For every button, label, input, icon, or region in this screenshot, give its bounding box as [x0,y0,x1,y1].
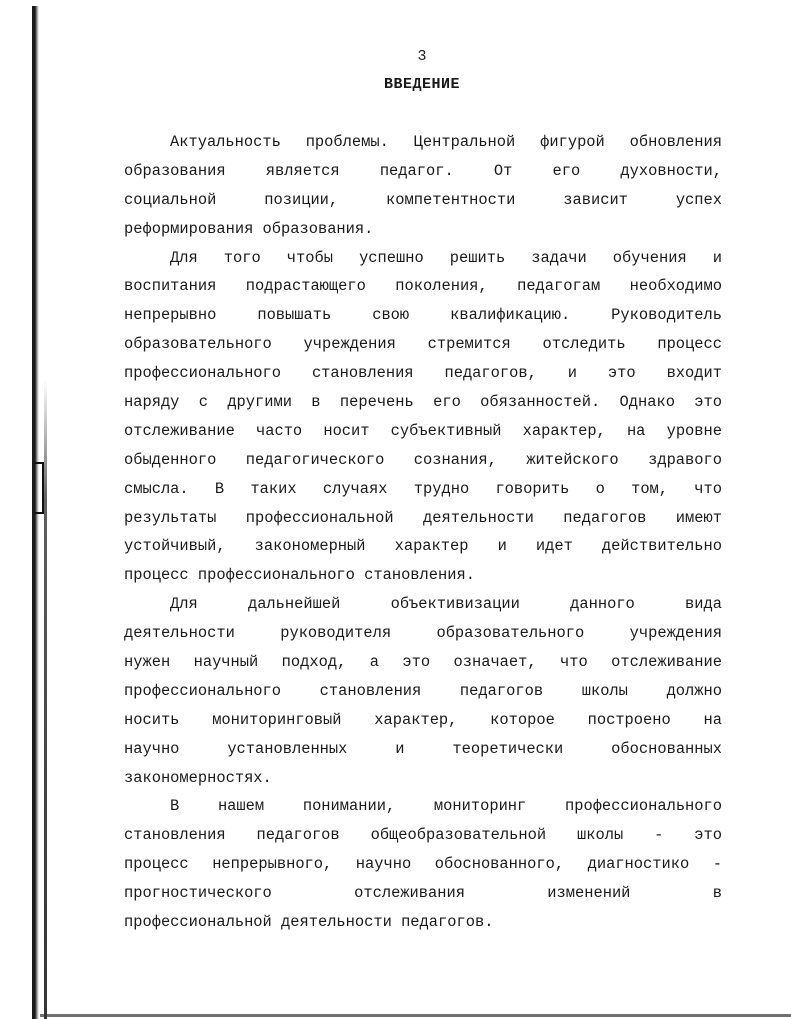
text-line: носить мониторинговый характер, которое построено на [124,710,722,729]
text-line: смысла. В таких случаях трудно говорить о том, что [124,479,722,498]
paragraph [124,590,722,792]
text-line: обыденного педагогического сознания, житейского здравого [124,450,722,469]
text-line: процесс непрерывного, научно обоснованного, диагностико - [124,855,722,874]
text-line: процесс профессионального становления. [124,566,475,585]
section-heading: ВВЕДЕНИЕ [383,76,460,93]
text-line: профессионального становления педагогов школы должно [124,681,722,700]
text-line: образовательного учреждения стремится отследить процесс [124,335,722,354]
body-text [124,128,722,937]
text-line: результаты профессиональной деятельности педагогов имеют [124,508,722,527]
text-line: непрерывно повышать свою квалификацию. Руководитель [124,306,722,325]
text-line: наряду с другими в перечень его обязанностей. Однако это [124,393,722,412]
text-line: нужен научный подход, а это означает, что отслеживание [124,653,722,672]
text-line: социальной позиции, компетентности зависит успех [124,190,722,209]
paragraph [124,244,722,591]
text-line: становления педагогов общеобразовательной школы - это [124,826,722,845]
text-line: реформирования образования. [124,219,374,238]
text-line: профессионального становления педагогов, и это входит [124,364,722,383]
scan-bottom-edge [40,1014,791,1017]
text-line: закономерностях. [124,768,272,787]
page-number: 3 [417,48,427,65]
text-line: Для того чтобы успешно решить задачи обучения и [170,248,722,267]
text-line: деятельности руководителя образовательного учреждения [124,624,722,643]
paragraph [124,792,722,936]
text-line: Для дальнейшей объективизации данного вида [170,595,722,614]
scan-bracket-mark [35,462,44,514]
text-line: Актуальность проблемы. Центральной фигурой обновления [170,133,722,151]
text-line: В нашем понимании, мониторинг профессионального [170,797,722,816]
text-line: прогностического отслеживания изменений в [124,884,722,903]
text-line: устойчивый, закономерный характер и идет действительно [124,537,722,556]
paragraph [124,128,722,244]
text-line: научно установленных и теоретически обоснованных [124,739,722,758]
scan-binding-shadow [44,380,47,1019]
text-line: воспитания подрастающего поколения, педагогам необходимо [124,277,722,296]
text-line: образования является педагог. От его духовности, [124,161,722,180]
text-line: отслеживание часто носит субъективный характер, на уровне [124,421,722,440]
text-line: профессиональной деятельности педагогов. [124,913,494,932]
